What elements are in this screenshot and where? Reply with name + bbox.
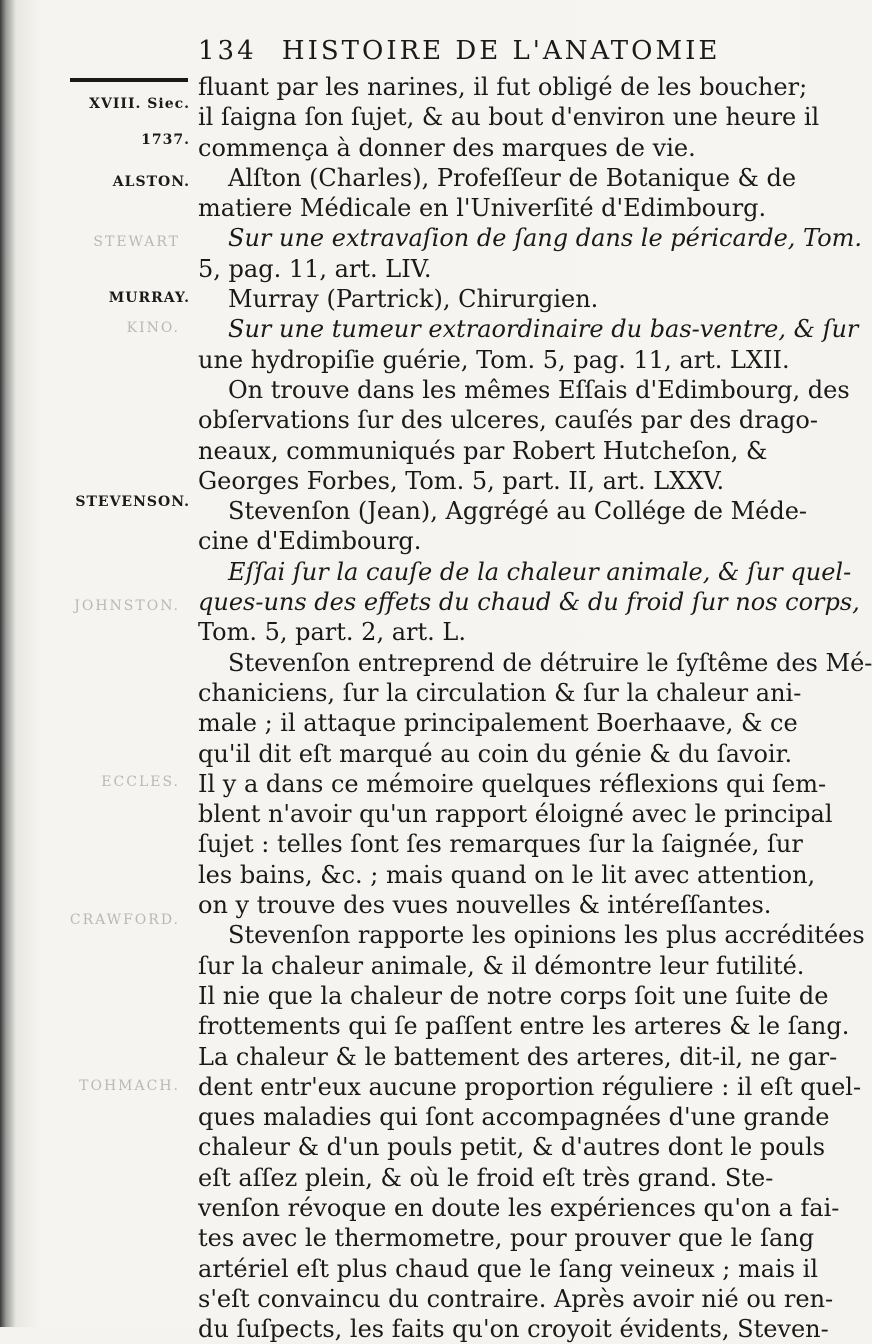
text-line: obſervations ſur des ulceres, cauſés par des drago- [198,406,818,435]
text-line: Stevenſon entreprend de détruire le ſyſtême des Mé- [228,648,872,677]
text-line: une hydropiſie guérie, Tom. 5, pag. 11, art. LXII. [198,345,790,374]
text-line: ques maladies qui ſont accompagnées d'une grande [198,1103,830,1132]
text-line: artériel eſt plus chaud que le ſang veineux ; mais il [198,1254,819,1283]
text-line: neaux, communiqués par Robert Hutcheſon, & [198,436,768,465]
text-line: commença à donner des marques de vie. [198,133,696,162]
page-number: 134 [198,36,257,66]
text-line: Il y a dans ce mémoire quelques réflexions qui ſem- [198,769,827,798]
text-line: ques-uns des effets du chaud & du froid ſur nos corps, [198,588,860,617]
text-line: On trouve dans les mêmes Eſſais d'Edimbourg, des [228,375,850,404]
text-line: ſujet : telles ſont ſes remarques ſur la ſaignée, ſur [198,830,803,859]
text-line: fluant par les narines, il fut obligé de les boucher; [198,73,808,101]
text-line: il ſaigna ſon ſujet, & au bout d'environ une heure il [198,103,820,132]
bleed-through-note: CRAWFORD. [69,912,180,928]
margin-note: XVIII. Siec. [89,96,190,112]
text-line: Sur une tumeur extraordinaire du bas-ventre, & ſur [228,315,859,344]
margin-note: ALSTON. [112,174,190,190]
bleed-through-note: ECCLES. [101,774,180,790]
text-line: male ; il attaque principalement Boerhaave, & ce [198,709,798,738]
bleed-through-note: JOHNSTON. [74,598,180,614]
text-line: Il nie que la chaleur de notre corps ſoit une ſuite de [198,981,829,1010]
text-line: Murray (Partrick), Chirurgien. [228,285,599,314]
bleed-through-note: KINO. [126,320,180,336]
text-line: s'eſt convaincu du contraire. Après avoir nié ou ren- [198,1284,834,1313]
text-line: on y trouve des vues nouvelles & intéreſſantes. [198,891,772,920]
text-line: les bains, &c. ; mais quand on le lit avec attention, [198,860,816,889]
bleed-through-note: STEWART [93,234,180,250]
text-line: frottements qui ſe paſſent entre les arteres & le ſang. [198,1012,850,1041]
text-line: ſur la chaleur animale, & il démontre leur futilité. [198,951,805,980]
text-line: Tom. 5, part. 2, art. L. [198,618,466,647]
text-line: Sur une extravaſion de ſang dans le péricarde, Tom. [228,224,863,253]
text-line: matiere Médicale en l'Univerſité d'Edimbourg. [198,194,767,223]
text-line: cine d'Edimbourg. [198,527,422,556]
text-line: qu'il dit eſt marqué au coin du génie & du ſavoir. [198,739,793,768]
text-line: venſon révoque en doute les expériences qu'on a fai- [198,1193,840,1222]
margin-note: 1737. [141,132,190,148]
header-rule [70,78,188,82]
text-line: dent entr'eux aucune proportion réguliere : il eſt quel- [198,1072,862,1101]
text-line: chaleur & d'un pouls petit, & d'autres dont le pouls [198,1133,826,1162]
text-line: Eſſai ſur la cauſe de la chaleur animale, & ſur quel- [228,557,852,586]
text-line: La chaleur & le battement des arteres, dit-il, ne gar- [198,1042,838,1071]
text-line: Stevenſon (Jean), Aggrégé au Collége de Méde- [228,497,808,526]
text-line: eſt aſſez plein, & où le froid eſt très grand. Ste- [198,1163,774,1192]
bleed-through-note: TOHMACH. [79,1078,180,1094]
margin-note: STEVENSON. [75,494,190,510]
text-line: 5, pag. 11, art. LIV. [198,254,432,283]
text-line: Georges Forbes, Tom. 5, part. II, art. LXXV. [198,466,725,495]
margin-note: MURRAY. [108,290,190,306]
text-line: chaniciens, ſur la circulation & ſur la chaleur ani- [198,678,802,707]
text-line: Alſton (Charles), Profeſſeur de Botanique & de [228,163,797,192]
running-title: HISTOIRE DE L'ANATOMIE [281,36,721,66]
text-line: blent n'avoir qu'un rapport éloigné avec le principal [198,800,833,829]
body-text [198,72,872,1344]
text-line: Stevenſon rapporte les opinions les plus accréditées [228,921,865,950]
text-line: tes avec le thermometre, pour prouver que le ſang [198,1224,815,1253]
text-line: du ſuſpects, les faits qu'on croyoit évidents, Steven- [198,1315,829,1344]
page-header [198,36,798,66]
